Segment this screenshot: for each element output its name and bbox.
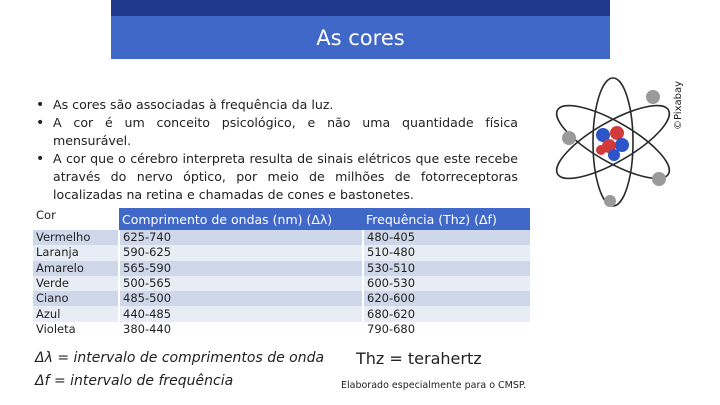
cell-color: Ciano [33, 291, 119, 306]
color-table [33, 208, 530, 337]
credit-text: Elaborado especialmente para o CMSP. [341, 380, 527, 391]
cell-wavelength: 500-565 [119, 276, 363, 291]
cell-color: Amarelo [33, 261, 119, 276]
table-row [33, 322, 530, 337]
atom-image [545, 75, 681, 210]
title-banner [111, 16, 610, 59]
cell-wavelength: 565-590 [119, 261, 363, 276]
slide-title: As cores [316, 25, 405, 50]
bullet-dot-icon: • [36, 115, 45, 131]
cell-color: Laranja [33, 245, 119, 260]
cell-color: Violeta [33, 322, 119, 337]
header-color: Cor [33, 208, 119, 230]
table-header-row [33, 208, 530, 230]
bullet-list [36, 96, 518, 204]
table-row [33, 261, 530, 276]
note-lambda: Δλ = intervalo de comprimentos de onda [35, 350, 325, 366]
table-row [33, 230, 530, 245]
cell-color: Azul [33, 306, 119, 321]
cell-frequency: 480-405 [363, 230, 530, 245]
table-row [33, 245, 530, 260]
cell-frequency: 510-480 [363, 245, 530, 260]
bullet-item: • As cores são associadas à frequência da luz. [36, 97, 334, 113]
header-wavelength: Comprimento de ondas (nm) (Δλ) [119, 208, 363, 230]
bullet-dot-icon: • [36, 97, 45, 113]
cell-frequency: 600-530 [363, 276, 530, 291]
bullet-area [36, 96, 526, 206]
cell-frequency: 790-680 [363, 322, 530, 337]
table-row [33, 291, 530, 306]
cell-wavelength: 625-740 [119, 230, 363, 245]
table-row [33, 306, 530, 321]
cell-frequency: 620-600 [363, 291, 530, 306]
cell-color: Verde [33, 276, 119, 291]
cell-color: Vermelho [33, 230, 119, 245]
bullet-dot-icon: • [36, 151, 45, 167]
bullet-item: • A cor que o cérebro interpreta resulta de sinais elétricos que este recebe através do nervo óptico, por meio de milhões de fotorreceptoras localizadas na retina e chamadas de cones e bastonetes. [36, 151, 518, 202]
title-banner-top [111, 0, 610, 16]
cell-wavelength: 485-500 [119, 291, 363, 306]
table-row [33, 276, 530, 291]
cell-wavelength: 440-485 [119, 306, 363, 321]
cell-wavelength: 590-625 [119, 245, 363, 260]
note-frequency: Δf = intervalo de frequência [35, 373, 234, 389]
header-frequency: Frequência (Thz) (Δf) [363, 208, 530, 230]
image-credit: ©Pixabay [673, 80, 684, 130]
note-terahertz: Thz = terahertz [356, 349, 482, 368]
cell-frequency: 530-510 [363, 261, 530, 276]
bullet-item: • A cor é um conceito psicológico, e não uma quantidade física mensurável. [36, 115, 518, 148]
cell-frequency: 680-620 [363, 306, 530, 321]
cell-wavelength: 380-440 [119, 322, 363, 337]
